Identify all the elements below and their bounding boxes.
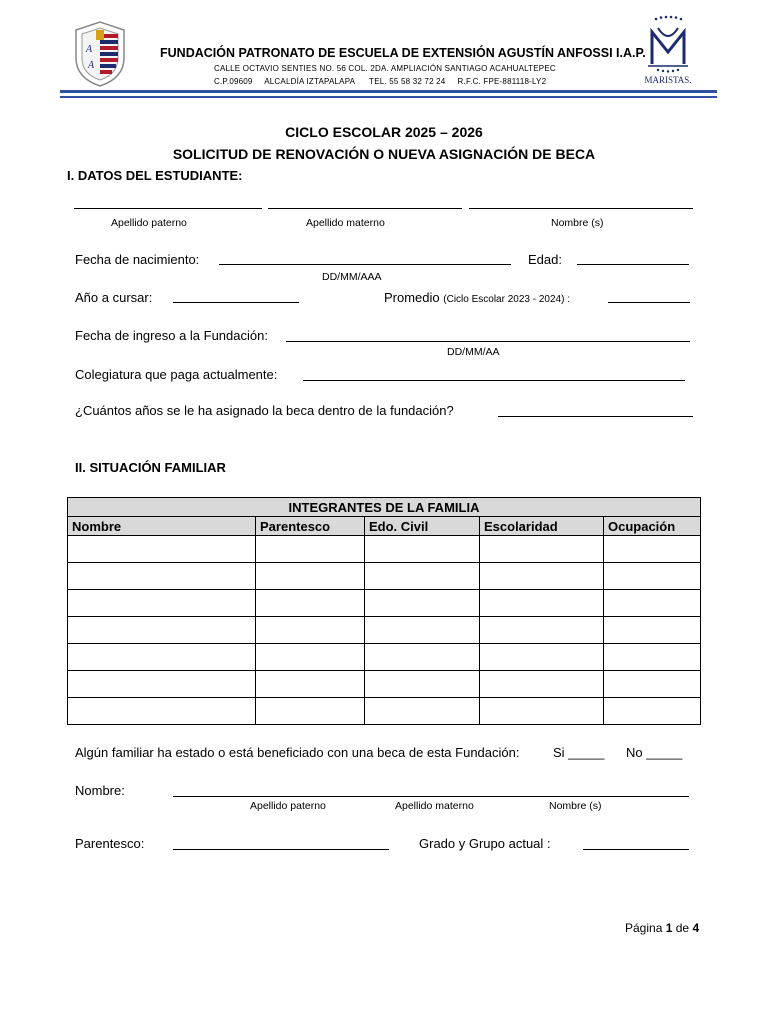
table-cell[interactable] [604, 617, 701, 644]
table-cell[interactable] [480, 590, 604, 617]
grade-group-label: Grado y Grupo actual : [419, 836, 551, 851]
column-header-education: Escolaridad [480, 517, 604, 536]
table-cell[interactable] [480, 644, 604, 671]
table-cell[interactable] [365, 617, 480, 644]
relative-name-field[interactable] [173, 796, 689, 797]
grade-group-field[interactable] [583, 849, 689, 850]
tuition-field[interactable] [303, 380, 685, 381]
column-header-occupation: Ocupación [604, 517, 701, 536]
birth-date-format: DD/MM/AAA [322, 271, 382, 283]
table-cell[interactable] [365, 698, 480, 725]
table-cell[interactable] [256, 590, 365, 617]
section-family-heading: II. SITUACIÓN FAMILIAR [75, 460, 226, 475]
table-cell[interactable] [68, 536, 256, 563]
relative-caption-paternal: Apellido paterno [250, 800, 326, 812]
caption-given-name: Nombre (s) [551, 217, 604, 229]
org-contact: C.P.09609 ALCALDÍA IZTAPALAPA TEL. 55 58 32 72 24 R.F.C. FPE-881118-LY2 [214, 77, 547, 86]
average-word: Promedio [384, 290, 440, 305]
page-of-word: de [675, 921, 690, 935]
org-address: CALLE OCTAVIO SENTIES NO. 56 COL. 2DA. AMPLIACIÓN SANTIAGO ACAHUALTEPEC [214, 64, 556, 73]
table-cell[interactable] [604, 590, 701, 617]
table-cell[interactable] [256, 644, 365, 671]
table-row [68, 644, 701, 671]
beneficiary-yes-option[interactable]: Si _____ [553, 745, 605, 760]
family-members-table [67, 497, 701, 725]
beneficiary-no-option[interactable]: No _____ [626, 745, 683, 760]
header-rule-top [60, 90, 717, 93]
table-cell[interactable] [480, 671, 604, 698]
table-cell[interactable] [480, 563, 604, 590]
grade-field[interactable] [173, 302, 299, 303]
section-student-heading: I. DATOS DEL ESTUDIANTE: [67, 168, 243, 183]
table-cell[interactable] [256, 671, 365, 698]
page-word: Página [625, 921, 663, 935]
caption-maternal-surname: Apellido materno [306, 217, 385, 229]
table-row [68, 617, 701, 644]
table-cell[interactable] [604, 644, 701, 671]
family-table-caption: INTEGRANTES DE LA FAMILIA [68, 498, 701, 517]
page-number: 1 [665, 921, 673, 935]
table-row [68, 590, 701, 617]
age-field[interactable] [577, 264, 689, 265]
column-header-name: Nombre [68, 517, 256, 536]
average-field[interactable] [608, 302, 690, 303]
grade-label: Año a cursar: [75, 290, 153, 305]
relative-caption-maternal: Apellido materno [395, 800, 474, 812]
table-cell[interactable] [68, 698, 256, 725]
relative-name-label: Nombre: [75, 783, 125, 798]
table-cell[interactable] [365, 563, 480, 590]
table-cell[interactable] [68, 617, 256, 644]
student-given-name-field[interactable] [469, 208, 693, 209]
column-header-relation: Parentesco [256, 517, 365, 536]
table-cell[interactable] [68, 671, 256, 698]
school-year-title: CICLO ESCOLAR 2025 – 2026 [285, 124, 483, 140]
column-header-civil-status: Edo. Civil [365, 517, 480, 536]
birth-date-field[interactable] [219, 264, 511, 265]
relation-field[interactable] [173, 849, 389, 850]
page-total: 4 [692, 921, 700, 935]
table-cell[interactable] [68, 590, 256, 617]
table-cell[interactable] [480, 617, 604, 644]
table-cell[interactable] [604, 536, 701, 563]
shield-letter-top: A [86, 44, 93, 55]
maristas-wordmark: MARISTAS. [644, 75, 692, 85]
table-cell[interactable] [68, 563, 256, 590]
scholarship-years-question: ¿Cuántos años se le ha asignado la beca dentro de la fundación? [75, 403, 454, 418]
age-label: Edad: [528, 252, 562, 267]
relative-caption-given: Nombre (s) [549, 800, 602, 812]
entry-date-label: Fecha de ingreso a la Fundación: [75, 328, 268, 343]
birth-date-label: Fecha de nacimiento: [75, 252, 200, 267]
average-cycle-note: (Ciclo Escolar 2023 - 2024) : [443, 294, 570, 305]
beneficiary-question: Algún familiar ha estado o está beneficiado con una beca de esta Fundación: [75, 745, 520, 760]
student-maternal-surname-field[interactable] [268, 208, 462, 209]
tuition-label: Colegiatura que paga actualmente: [75, 367, 278, 382]
school-shield-logo [70, 20, 130, 88]
table-cell[interactable] [365, 590, 480, 617]
table-row [68, 698, 701, 725]
relation-label: Parentesco: [75, 836, 145, 851]
table-row [68, 536, 701, 563]
table-cell[interactable] [256, 617, 365, 644]
table-cell[interactable] [68, 644, 256, 671]
form-title: SOLICITUD DE RENOVACIÓN O NUEVA ASIGNACIÓN DE BECA [172, 146, 596, 162]
table-row [68, 671, 701, 698]
table-cell[interactable] [365, 536, 480, 563]
entry-date-format: DD/MM/AA [447, 346, 500, 358]
table-cell[interactable] [604, 563, 701, 590]
maristas-logo [636, 14, 700, 86]
table-cell[interactable] [365, 644, 480, 671]
table-cell[interactable] [604, 698, 701, 725]
table-cell[interactable] [365, 671, 480, 698]
table-cell[interactable] [604, 671, 701, 698]
table-cell[interactable] [256, 698, 365, 725]
table-cell[interactable] [480, 698, 604, 725]
scholarship-years-field[interactable] [498, 416, 693, 417]
entry-date-field[interactable] [286, 341, 690, 342]
table-cell[interactable] [256, 563, 365, 590]
header-rule-bottom [60, 96, 717, 98]
table-cell[interactable] [480, 536, 604, 563]
org-name: FUNDACIÓN PATRONATO DE ESCUELA DE EXTENSIÓN AGUSTÍN ANFOSSI I.A.P. [160, 46, 646, 60]
table-row [68, 563, 701, 590]
student-paternal-surname-field[interactable] [74, 208, 262, 209]
caption-paternal-surname: Apellido paterno [111, 217, 187, 229]
page-indicator [625, 921, 699, 935]
shield-letter-bottom: A [88, 60, 95, 71]
average-label [384, 290, 570, 305]
table-cell[interactable] [256, 536, 365, 563]
